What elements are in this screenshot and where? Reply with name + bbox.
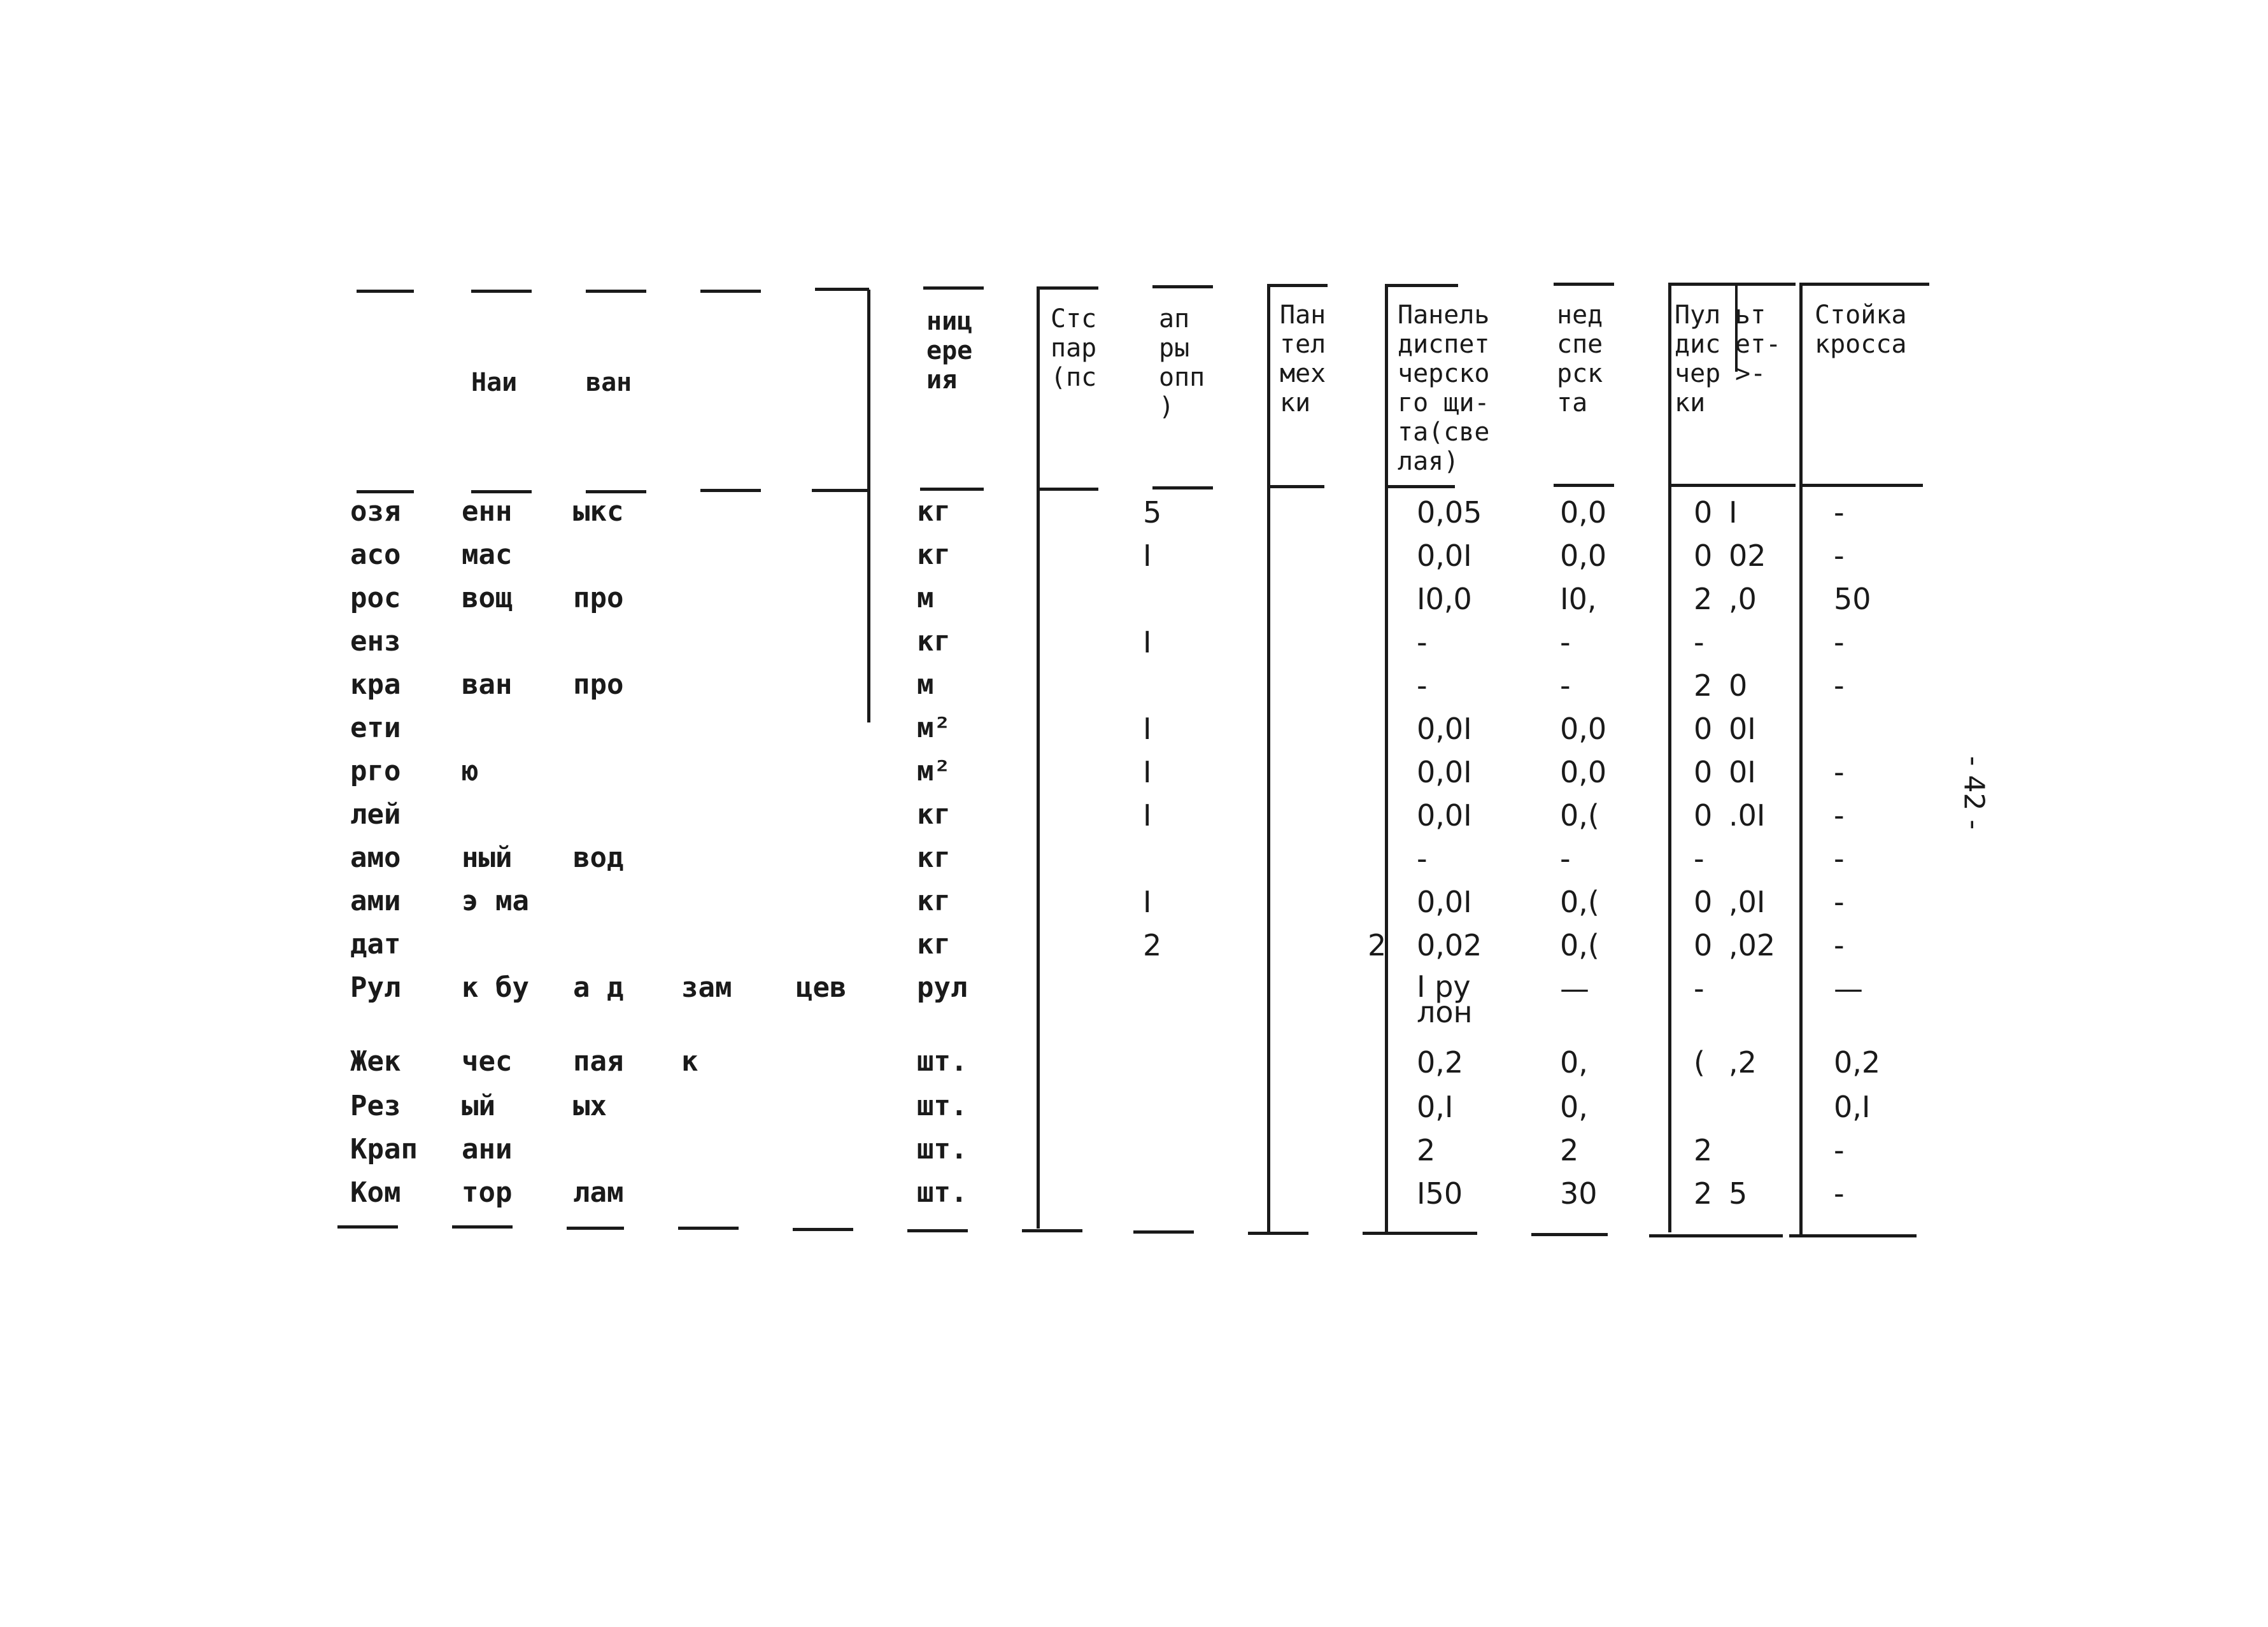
- cell-name-part3: ых: [573, 1090, 607, 1122]
- cell-name-part2: вощ: [462, 582, 513, 614]
- cell-pult-2: I: [1729, 495, 1738, 530]
- cell-name-part4: зам: [681, 971, 732, 1004]
- cell-name-part3: пая: [573, 1045, 624, 1078]
- vrule-mech-right: [1668, 283, 1671, 1232]
- cell-stoyka: -: [1834, 798, 1845, 833]
- cell-pult-2: 02: [1729, 539, 1766, 573]
- cell-stoyka: -: [1834, 495, 1845, 530]
- cell-panel-disp: I0,0: [1417, 582, 1472, 616]
- bottom-rule-5: [793, 1228, 853, 1231]
- header-pult-2: ьт ет- >-: [1735, 300, 1782, 388]
- cell-name-part1: енз: [350, 625, 401, 658]
- cell-nedisp: I0,: [1560, 582, 1597, 616]
- cell-pult-2: 0: [1729, 668, 1748, 703]
- cell-name-part1: кра: [350, 668, 401, 701]
- cell-name-part1: асо: [350, 539, 401, 571]
- cell-name-part1: дат: [350, 928, 401, 961]
- cell-unit: м²: [917, 755, 951, 787]
- cell-nedisp: 0,: [1560, 1045, 1588, 1080]
- cell-nedisp: —: [1560, 971, 1589, 1006]
- header-apparat: ап ры опп ): [1159, 304, 1205, 421]
- header-rule-7: [1038, 488, 1098, 491]
- cell-apparat: I: [1143, 755, 1152, 789]
- cell-pult-2: ,2: [1729, 1045, 1757, 1080]
- vrule-name-right: [867, 290, 870, 722]
- top-rule-6: [923, 286, 984, 290]
- bottom-rule-7: [1022, 1229, 1082, 1232]
- cell-pult-2: ,02: [1729, 928, 1776, 962]
- cell-pult: 0: [1694, 755, 1713, 789]
- cell-pult-2: ,0I: [1729, 885, 1766, 919]
- cell-panel-disp: 0,0I: [1417, 755, 1472, 789]
- cell-unit: кг: [917, 495, 951, 528]
- cell-unit: шт.: [917, 1045, 968, 1078]
- cell-panel-disp: 0,2: [1417, 1045, 1464, 1080]
- cell-name-part1: Рул: [350, 971, 401, 1004]
- cell-panel-disp: I50: [1417, 1176, 1463, 1211]
- cell-pult: 0: [1694, 712, 1713, 746]
- cell-name-part1: ами: [350, 885, 401, 917]
- header-rule-5: [812, 489, 869, 492]
- cell-panel-disp: 2: [1417, 1133, 1436, 1167]
- cell-name-part2: тор: [462, 1176, 513, 1209]
- top-rule-8: [1152, 285, 1213, 288]
- cell-name-part4: к: [681, 1045, 698, 1078]
- cell-nedisp: 0,0: [1560, 495, 1607, 530]
- cell-name-part3: ыкс: [573, 495, 624, 528]
- cell-nedisp: 0,0: [1560, 755, 1607, 789]
- cell-pult: -: [1694, 625, 1705, 659]
- header-name-part2: ван: [586, 368, 632, 397]
- cell-nedisp: -: [1560, 625, 1571, 659]
- cell-nedisp: -: [1560, 842, 1571, 876]
- cell-panel-disp: 0,0I: [1417, 712, 1472, 746]
- cell-stoyka: -: [1834, 668, 1845, 703]
- cell-name-part1: озя: [350, 495, 401, 528]
- cell-pult: 2: [1694, 1133, 1713, 1167]
- cell-apparat: I: [1143, 712, 1152, 746]
- cell-name-part2: ани: [462, 1133, 513, 1166]
- cell-unit: кг: [917, 539, 951, 571]
- cell-name-part2: ный: [462, 842, 513, 874]
- cell-pult-2: 0I: [1729, 755, 1756, 789]
- cell-name-part3: а д: [573, 971, 624, 1004]
- header-rule-3: [586, 490, 646, 493]
- cell-panel-disp: 0,0I: [1417, 885, 1472, 919]
- cell-panel-disp: -: [1417, 668, 1428, 703]
- header-pult: Пул дис чер ки: [1675, 300, 1721, 418]
- cell-name-part2: э ма: [462, 885, 529, 917]
- cell-pult-2: 5: [1729, 1176, 1748, 1211]
- bottom-rule-13: [1789, 1234, 1917, 1237]
- cell-name-part2: ый: [462, 1090, 495, 1122]
- cell-unit: рул: [917, 971, 968, 1004]
- cell-stoyka: -: [1834, 625, 1845, 659]
- bottom-rule-8: [1133, 1230, 1194, 1234]
- cell-unit: шт.: [917, 1090, 968, 1122]
- cell-unit: кг: [917, 842, 951, 874]
- cell-pult-2: .0I: [1729, 798, 1766, 833]
- cell-unit: кг: [917, 798, 951, 831]
- cell-name-part1: лей: [350, 798, 401, 831]
- header-unit: ниц ере ия: [926, 307, 973, 395]
- cell-panel-disp: -: [1417, 842, 1428, 876]
- top-rule-4: [700, 290, 761, 293]
- cell-unit: м: [917, 582, 934, 614]
- cell-name-part3: вод: [573, 842, 624, 874]
- cell-name-part2: мас: [462, 539, 513, 571]
- cell-stoyka: -: [1834, 885, 1845, 919]
- cell-stoyka: -: [1834, 539, 1845, 573]
- cell-stoyka: -: [1834, 755, 1845, 789]
- cell-nedisp: 30: [1560, 1176, 1598, 1211]
- cell-unit: кг: [917, 928, 951, 961]
- cell-pult: 2: [1694, 668, 1713, 703]
- top-rule-13: [1802, 283, 1929, 286]
- header-rule-13: [1802, 484, 1923, 487]
- bottom-rule-12: [1649, 1234, 1783, 1237]
- cell-unit: кг: [917, 625, 951, 658]
- header-rule-6: [920, 488, 984, 491]
- cell-nedisp: 2: [1560, 1133, 1579, 1167]
- cell-nedisp: 0,(: [1560, 928, 1599, 962]
- cell-panel-disp: -: [1417, 625, 1428, 659]
- cell-nedisp: 0,: [1560, 1090, 1588, 1124]
- top-rule-7: [1038, 286, 1098, 290]
- cell-pult: 0: [1694, 928, 1713, 962]
- header-panel-disp: Панель диспет черско го щи- та(све лая): [1398, 300, 1490, 476]
- header-rule-10: [1385, 485, 1455, 488]
- cell-nedisp: 0,0: [1560, 712, 1607, 746]
- cell-nedisp: 0,(: [1560, 798, 1599, 833]
- header-rule-11: [1554, 484, 1614, 487]
- vrule-app-right: [1385, 284, 1388, 1232]
- cell-name-part1: ети: [350, 712, 401, 744]
- cell-stoyka: —: [1834, 971, 1863, 1006]
- cell-pult: -: [1694, 971, 1705, 1006]
- header-stoyka: Стойка кросса: [1815, 300, 1907, 359]
- top-rule-2: [471, 290, 532, 293]
- cell-unit: кг: [917, 885, 951, 917]
- cell-name-part2: к бу: [462, 971, 529, 1004]
- cell-pult: 2: [1694, 582, 1713, 616]
- page-number: - 42 -: [1957, 756, 1990, 830]
- cell-stoyka: 0,2: [1834, 1045, 1881, 1080]
- header-rule-12: [1668, 484, 1796, 487]
- cell-name-part1: рго: [350, 755, 401, 787]
- header-stoy: Стс пар (пс: [1051, 304, 1097, 392]
- top-rule-10: [1385, 284, 1458, 287]
- cell-apparat: I: [1143, 885, 1152, 919]
- cell-name-part3: про: [573, 582, 624, 614]
- cell-apparat: I: [1143, 625, 1152, 659]
- cell-stoyka: 0,I: [1834, 1090, 1871, 1124]
- cell-nedisp: 0,0: [1560, 539, 1607, 573]
- cell-apparat: 2: [1143, 928, 1162, 962]
- header-panel-mech: Пан тел мех ки: [1280, 300, 1326, 418]
- top-rule-12: [1668, 283, 1796, 286]
- cell-apparat: I: [1143, 798, 1152, 833]
- cell-pult: 0: [1694, 798, 1713, 833]
- top-rule-3: [586, 290, 646, 293]
- bottom-rule-11: [1531, 1233, 1608, 1236]
- bottom-rule-6: [907, 1229, 968, 1232]
- cell-apparat: 5: [1143, 495, 1162, 530]
- vrule-stoy-right: [1267, 284, 1270, 1232]
- cell-unit: м²: [917, 712, 951, 744]
- cell-pult-2: 0I: [1729, 712, 1756, 746]
- bottom-rule-3: [567, 1227, 624, 1230]
- cell-name-part1: рос: [350, 582, 401, 614]
- bottom-rule-2: [452, 1225, 513, 1229]
- cell-name-part2: енн: [462, 495, 513, 528]
- cell-nedisp: 0,(: [1560, 885, 1599, 919]
- top-rule-5: [815, 288, 869, 291]
- cell-panel-disp: 0,0I: [1417, 798, 1472, 833]
- cell-unit: м: [917, 668, 934, 701]
- cell-stoyka: -: [1834, 1133, 1845, 1167]
- header-rule-8: [1152, 486, 1213, 490]
- header-rule-2: [471, 490, 532, 493]
- header-nedisp: нед спе рск та: [1557, 300, 1603, 418]
- cell-panel-disp: 0,02: [1417, 928, 1482, 962]
- top-rule-1: [357, 290, 414, 293]
- cell-name-part1: Крап: [350, 1133, 418, 1166]
- cell-pult: 0: [1694, 885, 1713, 919]
- top-rule-9: [1267, 284, 1328, 287]
- cell-pult: 0: [1694, 539, 1713, 573]
- header-name-part1: Наи: [471, 368, 518, 397]
- header-rule-1: [357, 490, 414, 493]
- cell-panel-disp: 0,0I: [1417, 539, 1472, 573]
- cell-stoyka: 50: [1834, 582, 1871, 616]
- cell-name-part2: ван: [462, 668, 513, 701]
- cell-name-part2: ю: [462, 755, 479, 787]
- cell-name-part1: Жек: [350, 1045, 401, 1078]
- bottom-rule-4: [678, 1227, 739, 1230]
- header-rule-9: [1267, 485, 1324, 488]
- cell-panel-disp: 0,I: [1417, 1090, 1454, 1124]
- cell-apparat: I: [1143, 539, 1152, 573]
- header-rule-4: [700, 489, 761, 492]
- cell-stoyka: -: [1834, 842, 1845, 876]
- cell-pult: -: [1694, 842, 1705, 876]
- cell-panel-disp: I ру лон: [1417, 969, 1473, 1029]
- bottom-rule-1: [337, 1225, 398, 1229]
- cell-pult: 2: [1694, 1176, 1713, 1211]
- bottom-rule-9: [1248, 1232, 1308, 1235]
- cell-name-part3: лам: [573, 1176, 624, 1209]
- cell-name-part1: Рез: [350, 1090, 401, 1122]
- top-rule-11: [1554, 283, 1614, 286]
- cell-panel-disp: 0,05: [1417, 495, 1482, 530]
- bottom-rule-10: [1363, 1232, 1477, 1235]
- cell-unit: шт.: [917, 1133, 968, 1166]
- cell-name-part3: про: [573, 668, 624, 701]
- cell-panel-mech-2: 2: [1368, 928, 1387, 962]
- cell-unit: шт.: [917, 1176, 968, 1209]
- cell-nedisp: -: [1560, 668, 1571, 703]
- cell-pult: 0: [1694, 495, 1713, 530]
- cell-pult: (: [1694, 1045, 1705, 1080]
- cell-stoyka: -: [1834, 1176, 1845, 1211]
- cell-name-part1: амо: [350, 842, 401, 874]
- vrule-unit-right: [1037, 286, 1040, 1229]
- cell-stoyka: -: [1834, 928, 1845, 962]
- cell-name-part5: цев: [796, 971, 847, 1004]
- cell-pult-2: ,0: [1729, 582, 1757, 616]
- cell-name-part1: Ком: [350, 1176, 401, 1209]
- vrule-pult-right: [1799, 283, 1803, 1234]
- cell-name-part2: чес: [462, 1045, 513, 1078]
